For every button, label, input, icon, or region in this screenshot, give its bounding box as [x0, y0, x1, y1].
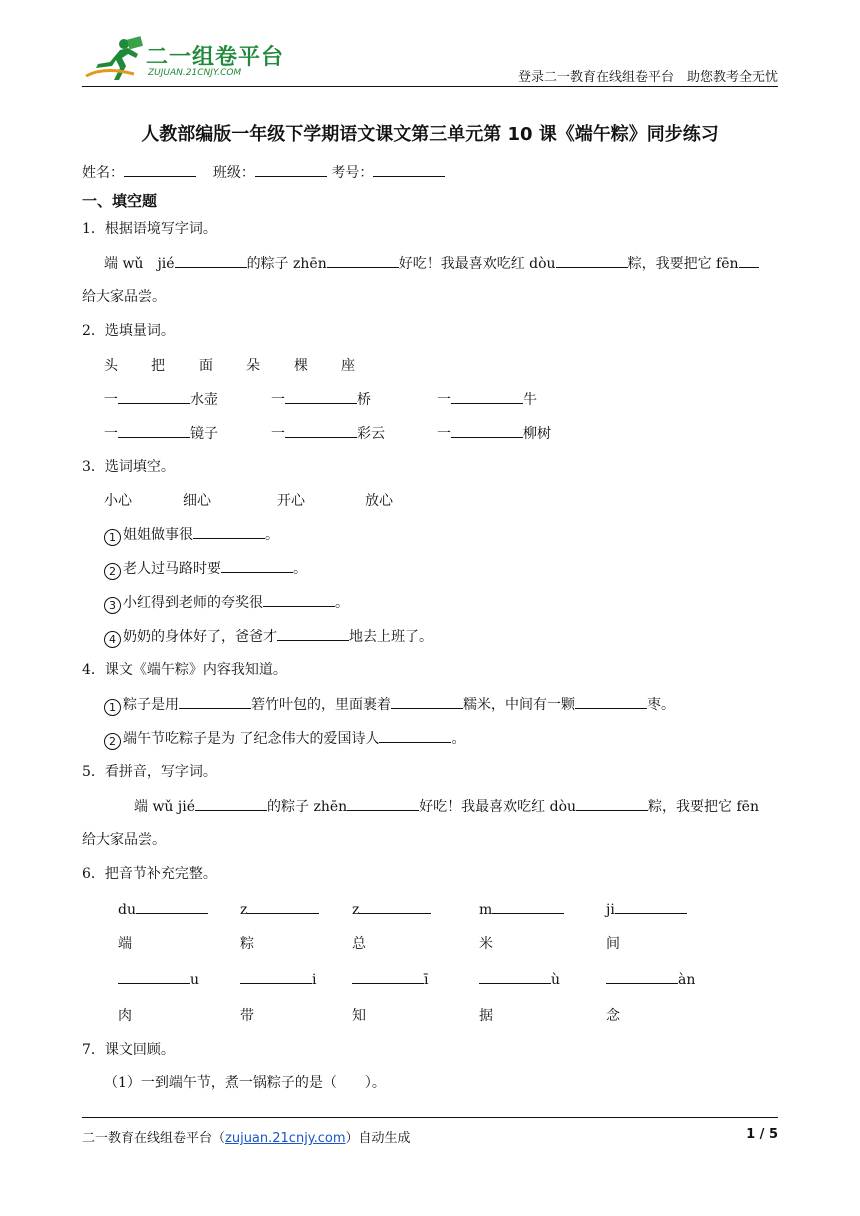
- exam-no-field[interactable]: [373, 162, 445, 177]
- word-option: 细心: [183, 493, 211, 509]
- q2-label: 2．选填量词。: [82, 323, 175, 339]
- answer-blank[interactable]: [118, 389, 190, 404]
- answer-blank[interactable]: [391, 694, 463, 709]
- q3-item: 2 老人过马路时要 。: [104, 558, 307, 580]
- syllable-item: àn: [606, 969, 695, 988]
- q3-item: 3 小红得到老师的夸奖很 。: [104, 592, 349, 614]
- syllable-item: z: [352, 899, 431, 918]
- syllable-item: u: [118, 969, 199, 988]
- class-label: 班级：: [212, 165, 255, 181]
- answer-blank[interactable]: [285, 389, 357, 404]
- q7-label: 7．课文回顾。: [82, 1042, 175, 1058]
- answer-blank[interactable]: [221, 558, 293, 573]
- word-option: 朵: [246, 358, 260, 374]
- word-option: 把: [151, 358, 165, 374]
- syllable-item: ji: [606, 899, 687, 918]
- page-title: 人教部编版一年级下学期语文课文第三单元第 10 课《端午粽》同步练习: [141, 124, 719, 145]
- q1-label: 1．根据语境写字词。: [82, 221, 217, 237]
- answer-blank[interactable]: [118, 969, 190, 984]
- word-option: 开心: [277, 493, 305, 509]
- measure-item: 一 牛: [437, 389, 537, 409]
- syllable-char: 带: [240, 1008, 254, 1024]
- answer-blank[interactable]: [479, 969, 551, 984]
- syllable-char: 间: [606, 936, 620, 952]
- syllable-char: 据: [479, 1008, 493, 1024]
- q3-item: 4 奶奶的身体好了，爸爸才 地去上班了。: [104, 626, 433, 648]
- footer-note: 二一教育在线组卷平台（zujuan.21cnjy.com）自动生成: [82, 1131, 411, 1146]
- answer-blank[interactable]: [136, 899, 208, 914]
- answer-blank[interactable]: [179, 694, 251, 709]
- section-heading: 一、填空题: [82, 192, 158, 210]
- answer-blank[interactable]: [451, 423, 523, 438]
- class-field[interactable]: [255, 162, 327, 177]
- syllable-item: du: [118, 899, 208, 918]
- exam-no-label: 考号：: [331, 165, 374, 181]
- measure-item: 一 柳树: [437, 423, 551, 443]
- measure-item: 一 桥: [271, 389, 371, 409]
- answer-blank[interactable]: [285, 423, 357, 438]
- answer-blank[interactable]: [247, 899, 319, 914]
- answer-blank[interactable]: [195, 796, 267, 811]
- answer-blank[interactable]: [615, 899, 687, 914]
- syllable-item: ù: [479, 969, 560, 988]
- syllable-item: z: [240, 899, 319, 918]
- footer-link[interactable]: zujuan.21cnjy.com: [225, 1131, 346, 1146]
- word-option: 放心: [365, 493, 393, 509]
- answer-blank[interactable]: [576, 796, 648, 811]
- answer-blank[interactable]: [739, 253, 759, 268]
- syllable-char: 米: [479, 936, 493, 952]
- answer-blank[interactable]: [118, 423, 190, 438]
- header-divider: [82, 86, 778, 87]
- q5-sentence: 端 wǔ jié 的粽子 zhēn 好吃！我最喜欢吃红 dòu 粽，我要把它 fēn: [134, 796, 759, 817]
- q3-label: 3．选词填空。: [82, 459, 175, 475]
- q3-item: 1 姐姐做事很 。: [104, 524, 279, 546]
- page-number: 1 / 5: [746, 1127, 778, 1142]
- q1-sentence-cont: 给大家品尝。: [82, 289, 166, 305]
- answer-blank[interactable]: [193, 524, 265, 539]
- q1-sentence: 端 wǔ jié 的粽子 zhēn 好吃！我最喜欢吃红 dòu 粽，我要把它 fēn: [104, 253, 759, 274]
- q5-sentence-cont: 给大家品尝。: [82, 832, 166, 848]
- answer-blank[interactable]: [606, 969, 678, 984]
- syllable-char: 粽: [240, 936, 254, 952]
- header-slogan: 登录二一教育在线组卷平台 助您教考全无忧: [517, 70, 778, 85]
- footer-divider: [82, 1117, 778, 1118]
- q4-item: 1 粽子是用 箬竹叶包的，里面裹着 糯米，中间有一颗 枣。: [104, 694, 675, 716]
- answer-blank[interactable]: [327, 253, 399, 268]
- syllable-char: 知: [352, 1008, 366, 1024]
- syllable-char: 肉: [118, 1008, 132, 1024]
- measure-item: 一 水壶: [104, 389, 218, 409]
- answer-blank[interactable]: [347, 796, 419, 811]
- answer-blank[interactable]: [352, 969, 424, 984]
- answer-blank[interactable]: [240, 969, 312, 984]
- answer-blank[interactable]: [556, 253, 628, 268]
- word-option: 面: [199, 358, 213, 374]
- syllable-item: m: [479, 899, 564, 918]
- answer-blank[interactable]: [175, 253, 247, 268]
- q5-label: 5．看拼音，写字词。: [82, 764, 217, 780]
- word-option: 座: [341, 358, 355, 374]
- answer-blank[interactable]: [379, 728, 451, 743]
- answer-blank[interactable]: [451, 389, 523, 404]
- measure-item: 一 彩云: [271, 423, 385, 443]
- q7-item: （1）一到端午节，煮一锅粽子的是（ ）。: [104, 1075, 386, 1091]
- logo-text: 二一组卷平台: [146, 45, 285, 70]
- answer-blank[interactable]: [263, 592, 335, 607]
- answer-blank[interactable]: [277, 626, 349, 641]
- syllable-item: i: [240, 969, 316, 988]
- logo-subtext: ZUJUAN.21CNJY.COM: [148, 68, 242, 78]
- name-label: 姓名：: [82, 165, 124, 181]
- syllable-char: 端: [118, 936, 132, 952]
- word-option: 小心: [104, 493, 132, 509]
- answer-blank[interactable]: [575, 694, 647, 709]
- answer-blank[interactable]: [492, 899, 564, 914]
- syllable-item: ī: [352, 969, 428, 988]
- logo[interactable]: [84, 36, 284, 84]
- word-option: 头: [104, 358, 118, 374]
- syllable-char: 总: [352, 936, 366, 952]
- name-field[interactable]: [124, 162, 196, 177]
- student-info-line: [82, 162, 445, 183]
- syllable-char: 念: [606, 1008, 620, 1024]
- running-man-logo-icon: [84, 36, 144, 82]
- measure-item: 一 镜子: [104, 423, 218, 443]
- word-option: 棵: [294, 358, 308, 374]
- q4-item: 2 端午节吃粽子是为 了纪念伟大的爱国诗人 。: [104, 728, 465, 750]
- answer-blank[interactable]: [359, 899, 431, 914]
- q6-label: 6．把音节补充完整。: [82, 866, 217, 882]
- q4-label: 4．课文《端午粽》内容我知道。: [82, 662, 287, 678]
